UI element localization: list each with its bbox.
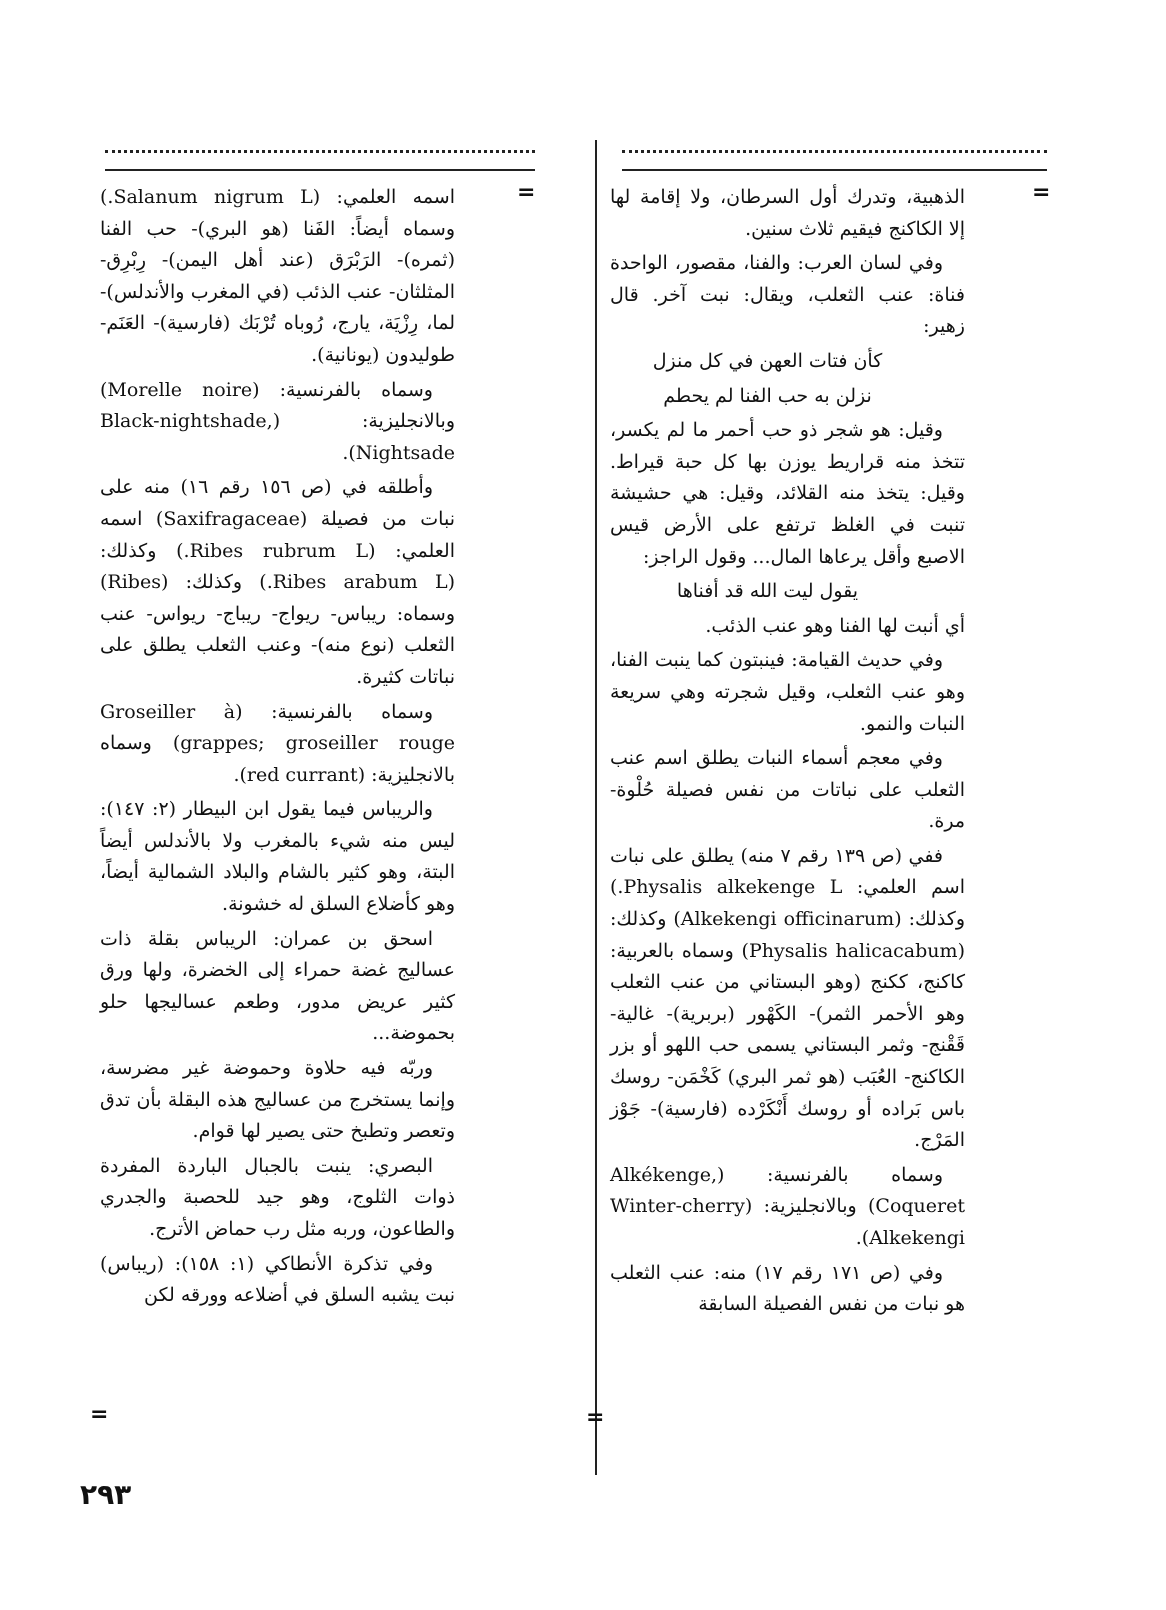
paragraph: وسماه بالفرنسية: (Alkékenge, Coqueret) وبالانجليزية: (Winter-cherry Alkekengi). [610,1163,965,1249]
paragraph: وفي حديث القيامة: فينبتون كما ينبت الفنا، وهو عنب الثعلب، وقيل شجرته وهي سريعة النبات والنمو. [610,649,965,735]
paragraph: وقيل: هو شجر ذو حب أحمر ما لم يكسر، تتخذ منه قراريط يوزن بها كل حبة قيراط. وقيل: يتخذ منه القلائد، وقيل: هي حشيشة تنبت في الغلظ ترتفع على الأرض قيس الاصبع وأقل يرعاها المال... وقول الراجز: [610,419,965,568]
continuation-mark: = [517,180,536,205]
paragraph: وسماه بالفرنسية: (Morelle noire) وبالانجليزية: (Black-nightshade, Nightsade). [100,378,455,464]
paragraph: اسمه العلمي: (Salanum nigrum L.) وسماه أيضاً: الفَنا (هو البري)- حب الفنا (ثمره)- الرَبْرَق (عند أهل اليمن)- رِبْرِق- المثلثان- عنب الذئب (في المغرب والأندلس)- لما، رِزْيَة، يارج، رُوباه تُرْبَك (فارسية)- العَنَم- طوليدون (يونانية). [100,186,455,366]
right-dotted-rule [622,150,1047,153]
column-separator [595,140,597,1475]
paragraph: وفي تذكرة الأنطاكي (١: ١٥٨): (ريباس) نبت يشبه السلق في أضلاعه وورقه لكن [100,1252,455,1307]
continuation-mark: = [586,1405,605,1430]
right-header-rule [622,169,1047,171]
continuation-mark: = [1032,180,1051,205]
paragraph: والريباس فيما يقول ابن البيطار (٢: ١٤٧): ليس منه شيء بالمغرب ولا بالأندلس أيضاً البتة، وهو كثير بالشام والبلاد الشمالية أيضاً، وهو كأضلاع السلق له خشونة. [100,798,455,916]
paragraph: وفي معجم أسماء النبات يطلق اسم عنب الثعلب على نباتات من نفس فصيلة حُلْوة- مرة. [610,747,965,833]
page-number: ٢٩٣ [80,1478,132,1511]
continuation-mark: = [90,1402,109,1427]
left-column [100,182,455,1315]
verse-line: كأن فتات العهن في كل منزل [652,349,883,372]
paragraph: الذهبية، وتدرك أول السرطان، ولا إقامة لها إلا الكاكنج فيقيم ثلاث سنين. [610,186,965,240]
paragraph: اسحق بن عمران: الريباس بقلة ذات عساليج غضة حمراء إلى الخضرة، ولها ورق كثير عريض مدور، وطعم عساليجها حلو بحموضة... [100,927,455,1045]
paragraph: وأطلقه في (ص ١٥٦ رقم ١٦) منه على نبات من فصيلة (Saxifragaceae) اسمه العلمي: (Ribes rubrum L.) وكذلك: (Ribes arabum L.) وكذلك: (Ribes) وسماه: ريباس- ريواج- ريباج- ريواس- عنب الثعلب (نوع منه)- وعنب الثعلب يطلق على نباتات كثيرة. [100,476,456,688]
paragraph: وسماه بالفرنسية: (Groseiller à grappes; groseiller rouge) وسماه بالانجليزية: (red currant). [100,700,455,786]
paragraph: وفي (ص ١٧١ رقم ١٧) منه: عنب الثعلب هو نبات من نفس الفصيلة السابقة [610,1261,965,1316]
paragraph: البصري: ينبت بالجبال الباردة المفردة ذوات الثلوج، وهو جيد للحصبة والجدري والطاعون، وربه مثل رب حماض الأترج. [100,1154,455,1240]
paragraph: أي أنبت لها الفنا وهو عنب الذئب. [705,614,965,637]
right-column [610,182,965,1324]
left-dotted-rule [105,150,535,153]
paragraph: وفي لسان العرب: والفنا، مقصور، الواحدة فناة: عنب الثعلب، ويقال: نبت آخر. قال زهير: [610,252,965,338]
left-header-rule [105,169,535,171]
verse-line: يقول ليت الله قد أفناها [676,580,859,603]
paragraph: ففي (ص ١٣٩ رقم ٧ منه) يطلق على نبات اسم العلمي: Physalis alkekenge L.) وكذلك: (Alkekengi officinarum) وكذلك: (Physalis halicacabum) وسماه بالعربية: كاكنج، ككنج (وهو البستاني من عنب الثعلب وهو الأحمر الثمر)- الكَهْور (بربرية)- غالية- قَقْنج- وثمر البستاني يسمى حب اللهو أو بزر الكاكنج- العُبَب (هو ثمر البري) كَخْمَن- روسك باس بَراده أو روسك أَنْكَرْده (فارسية)- جَوْز المَرْج. [610,844,965,1152]
verse-line: نزلن به حب الفنا لم يحطم [663,384,872,407]
paragraph: وربّه فيه حلاوة وحموضة غير مضرسة، وإنما يستخرج من عساليج هذه البقلة بأن تدق وتعصر وتطبخ حتى يصير لها قوام. [100,1057,455,1143]
